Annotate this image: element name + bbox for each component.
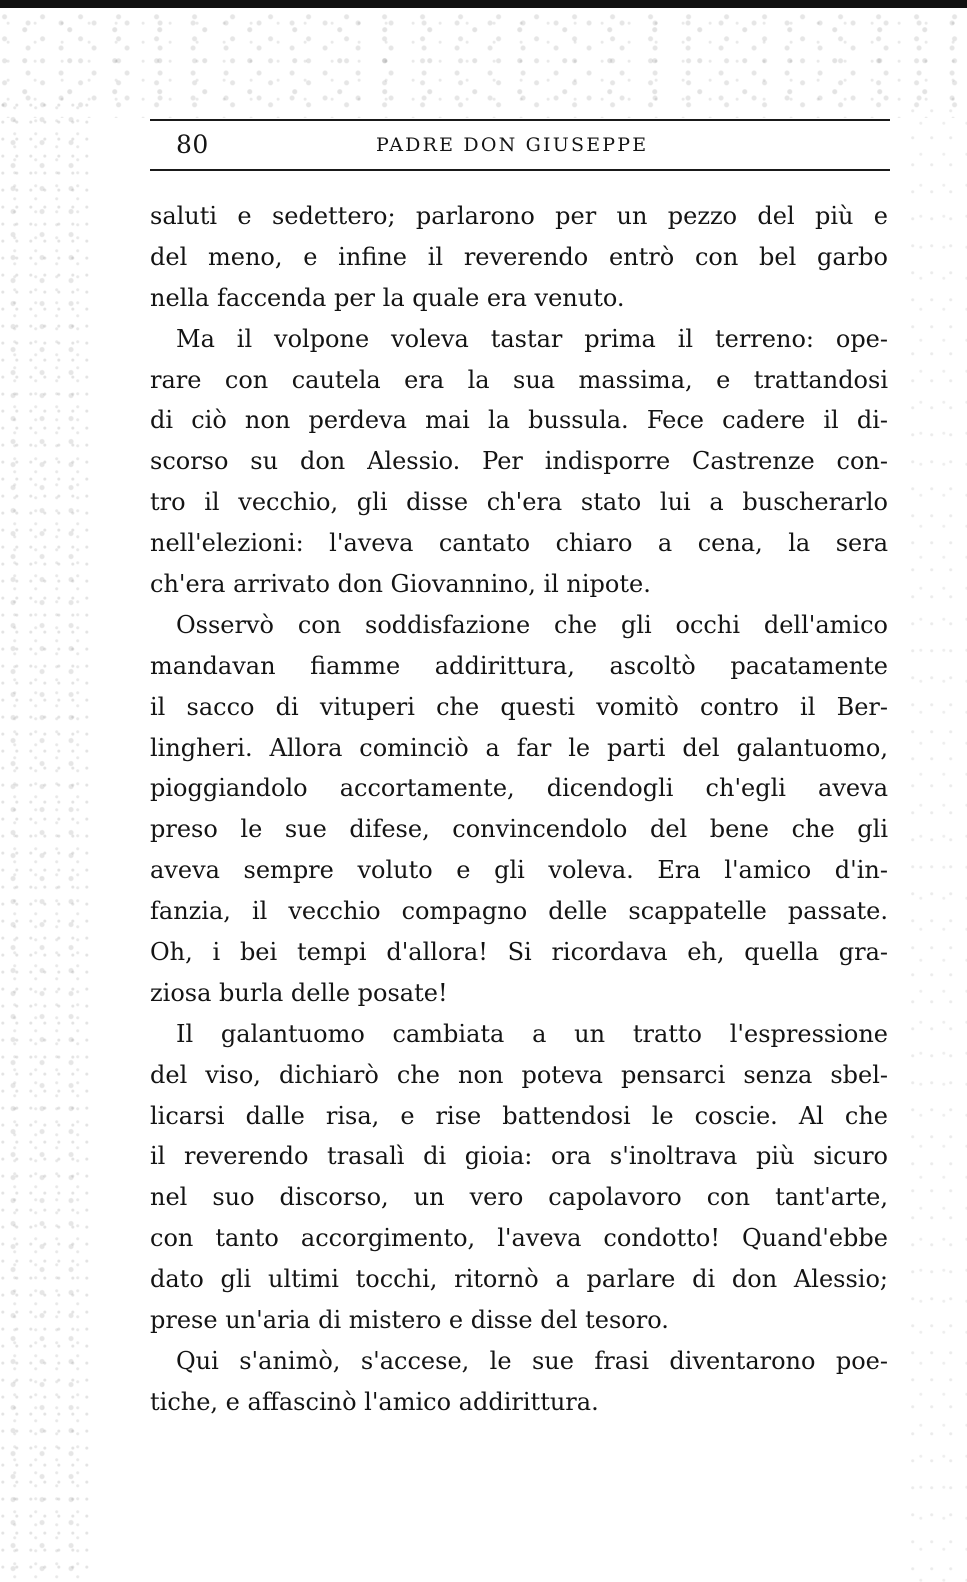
text-line: nell'elezioni: l'aveva cantato chiaro a cena, la sera <box>150 529 888 558</box>
body-text <box>150 196 888 1423</box>
text-line: scorso su don Alessio. Per indisporre Castrenze con- <box>150 447 888 476</box>
text-line: Osservò con soddisfazione che gli occhi dell'amico <box>176 610 888 639</box>
text-line: rare con cautela era la sua massima, e trattandosi <box>150 365 888 394</box>
text-line: pioggiandolo accortamente, dicendogli ch'egli aveva <box>150 774 888 803</box>
text-line: saluti e sedettero; parlarono per un pezzo del più e <box>150 202 888 230</box>
text-line: tro il vecchio, gli disse ch'era stato lui a buscherarlo <box>150 488 888 517</box>
text-line: prese un'aria di mistero e disse del tesoro. <box>150 1306 669 1335</box>
text-line: del meno, e infine il reverendo entrò con bel garbo <box>150 242 888 271</box>
text-line: Il galantuomo cambiata a un tratto l'espressione <box>176 1019 888 1048</box>
scan-speckle-right <box>907 100 967 1582</box>
page-number: 80 <box>176 130 209 159</box>
text-line: aveva sempre voluto e gli voleva. Era l'amico d'in- <box>150 856 888 885</box>
header-rule-bottom <box>150 169 890 171</box>
text-line: il reverendo trasalì di gioia: ora s'inoltrava più sicuro <box>150 1142 888 1171</box>
text-line: Oh, i bei tempi d'allora! Si ricordava eh, quella gra- <box>150 938 888 967</box>
text-line: ch'era arrivato don Giovannino, il nipote. <box>150 570 651 599</box>
running-head <box>150 116 890 172</box>
text-line: mandavan fiamme addirittura, ascoltò pacatamente <box>150 651 888 680</box>
text-line: del viso, dichiarò che non poteva pensarci senza sbel- <box>150 1060 888 1089</box>
text-line: ziosa burla delle posate! <box>150 978 448 1007</box>
scan-speckle-left <box>0 100 90 1582</box>
text-line: tiche, e affascinò l'amico addirittura. <box>150 1387 599 1416</box>
text-line: con tanto accorgimento, l'aveva condotto! Quand'ebbe <box>150 1224 888 1253</box>
text-line: licarsi dalle risa, e rise battendosi le coscie. Al che <box>150 1101 888 1130</box>
text-line: preso le sue difese, convincendolo del bene che gli <box>150 815 888 844</box>
scan-speckle-top <box>0 8 967 118</box>
text-line: nella faccenda per la quale era venuto. <box>150 283 625 312</box>
text-line: Ma il volpone voleva tastar prima il terreno: ope- <box>176 324 888 353</box>
text-line: nel suo discorso, un vero capolavoro con tant'arte, <box>150 1183 888 1212</box>
text-line: lingheri. Allora cominciò a far le parti del galantuomo, <box>150 733 888 762</box>
text-line: dato gli ultimi tocchi, ritornò a parlare di don Alessio; <box>150 1265 888 1294</box>
text-line: di ciò non perdeva mai la bussula. Fece cadere il di- <box>150 406 888 435</box>
text-line: il sacco di vituperi che questi vomitò contro il Ber- <box>150 692 888 721</box>
text-line: fanzia, il vecchio compagno delle scappatelle passate. <box>150 897 888 926</box>
scan-edge-band <box>0 0 967 8</box>
running-title: PADRE DON GIUSEPPE <box>376 134 649 156</box>
header-rule-top <box>150 119 890 121</box>
text-line: Qui s'animò, s'accese, le sue frasi diventarono poe- <box>176 1346 888 1375</box>
